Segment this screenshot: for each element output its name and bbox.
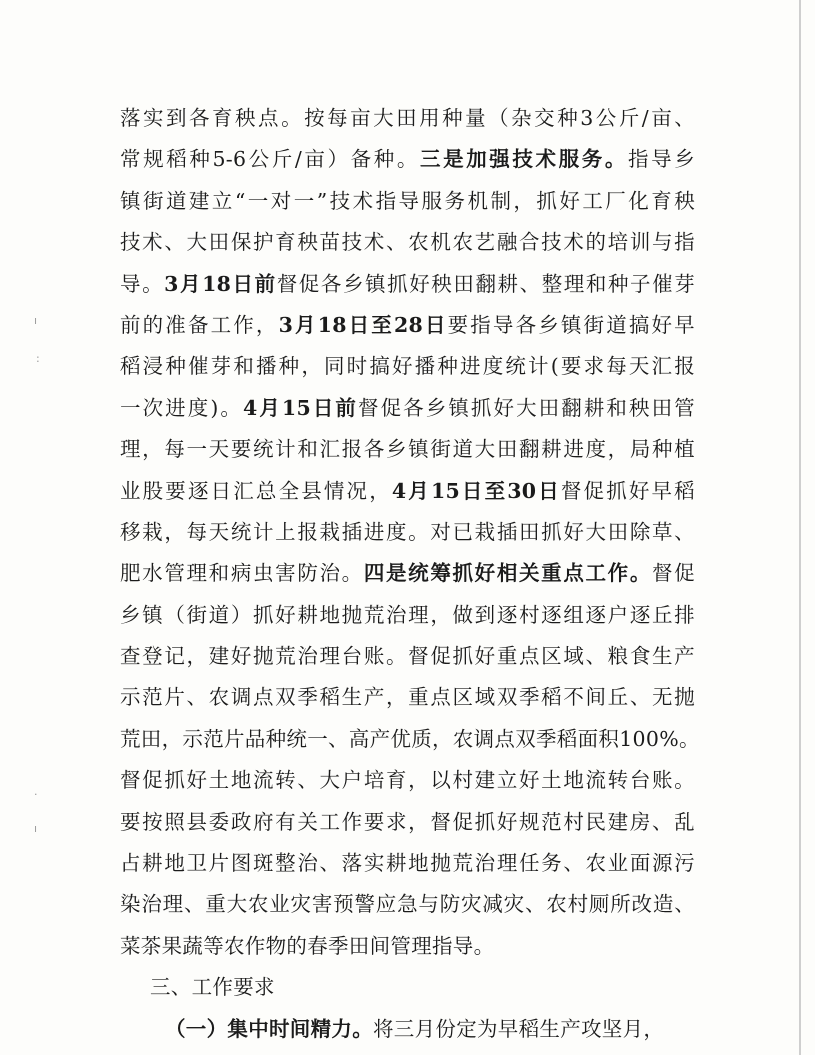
text-run: 荒田，示范片品种统一、高产优质，农调点双季稻面积100%。 xyxy=(120,726,700,751)
text-run: 督促 xyxy=(652,561,695,586)
text-run: 菜茶果蔬等农作物的春季田间管理指导。 xyxy=(120,933,495,958)
text-line xyxy=(120,98,695,139)
scan-mark: : xyxy=(36,352,40,365)
subsection-line xyxy=(120,1009,695,1050)
text-run: 业股要逐日汇总全县情况， xyxy=(120,478,392,503)
text-run: 督促抓好土地流转、大户培育，以村建立好土地流转台账。 xyxy=(120,768,695,793)
text-run: 督促各乡镇抓好秧田翻耕、整理和种子催芽 xyxy=(276,271,695,296)
text-line xyxy=(120,636,695,677)
text-run: 将三月份定为早稻生产攻坚月， xyxy=(373,1016,665,1041)
text-line xyxy=(120,553,695,594)
text-line xyxy=(120,719,700,760)
text-run: 前的准备工作， xyxy=(120,312,279,337)
text-run: 肥水管理和病虫害防治。 xyxy=(120,561,364,586)
scan-edge-line xyxy=(799,0,801,1055)
text-run: 落实到各育秧点。按每亩大田用种量（杂交种3公斤/亩、 xyxy=(120,106,695,130)
text-line xyxy=(120,677,695,718)
text-line xyxy=(120,843,695,884)
text-run: 乡镇（街道）抓好耕地抛荒治理，做到逐村逐组逐户逐丘排 xyxy=(120,602,695,627)
bold-run: 3月18日前 xyxy=(164,271,277,296)
text-run: 导。 xyxy=(120,271,165,296)
bold-run: 4月15日至30日 xyxy=(391,478,561,503)
text-run: 移栽，每天统计上报栽插进度。对已栽插田抓好大田除草、 xyxy=(120,519,695,544)
paragraph-lines xyxy=(120,98,700,967)
text-line xyxy=(120,512,695,553)
text-line xyxy=(120,305,695,346)
section-heading: 三、工作要求 xyxy=(150,975,275,1000)
bold-run: 3月18日至28日 xyxy=(278,312,448,337)
text-line xyxy=(120,802,695,843)
text-line xyxy=(120,760,695,801)
bold-run: 三是加强技术服务。 xyxy=(419,147,628,172)
scan-mark: · xyxy=(34,788,38,801)
text-line xyxy=(120,222,695,263)
text-line xyxy=(120,429,695,470)
text-run: 理，每一天要统计和汇报各乡镇街道大田翻耕进度，局种植 xyxy=(120,437,695,462)
text-run: 常规稻种5-6公斤/亩）备种。 xyxy=(120,147,420,172)
bold-run: 4月15日前 xyxy=(243,395,359,420)
text-line xyxy=(120,181,695,222)
text-line xyxy=(120,139,695,180)
bold-run: （一）集中时间精力。 xyxy=(165,1016,373,1041)
text-run: 督促抓好早稻 xyxy=(560,478,695,503)
text-line xyxy=(120,884,695,925)
text-run: 镇街道建立“一对一”技术指导服务机制，抓好工厂化育秧 xyxy=(120,188,695,213)
text-run: 要指导各乡镇街道搞好早 xyxy=(447,312,695,337)
text-line xyxy=(120,471,695,512)
text-line xyxy=(120,926,695,967)
text-run: 查登记，建好抛荒治理台账。督促抓好重点区域、粮食生产 xyxy=(120,644,695,669)
text-run: 技术、大田保护育秧苗技术、农机农艺融合技术的培训与指 xyxy=(120,230,695,255)
text-run: 占耕地卫片图斑整治、落实耕地抛荒治理任务、农业面源污 xyxy=(120,851,695,876)
text-run: 染治理、重大农业灾害预警应急与防灾减灾、农村厕所改造、 xyxy=(120,892,695,917)
text-line xyxy=(120,595,695,636)
text-run: 示范片、农调点双季稻生产，重点区域双季稻不间丘、无抛 xyxy=(120,685,695,710)
text-line xyxy=(120,264,695,305)
document-body xyxy=(120,98,700,1050)
text-run: 稻浸种催芽和播种，同时搞好播种进度统计(要求每天汇报 xyxy=(120,354,695,379)
bold-run: 四是统筹抓好相关重点工作。 xyxy=(363,561,653,586)
text-run: 督促各乡镇抓好大田翻耕和秧田管 xyxy=(358,395,695,420)
text-run: 一次进度)。 xyxy=(120,395,243,420)
text-line xyxy=(120,388,695,429)
scan-mark: ı xyxy=(34,822,38,835)
text-line xyxy=(120,346,695,387)
scan-mark: ı xyxy=(34,314,38,327)
text-run: 指导乡 xyxy=(627,147,696,172)
text-run: 要按照县委政府有关工作要求，督促抓好规范村民建房、乱 xyxy=(120,809,695,834)
